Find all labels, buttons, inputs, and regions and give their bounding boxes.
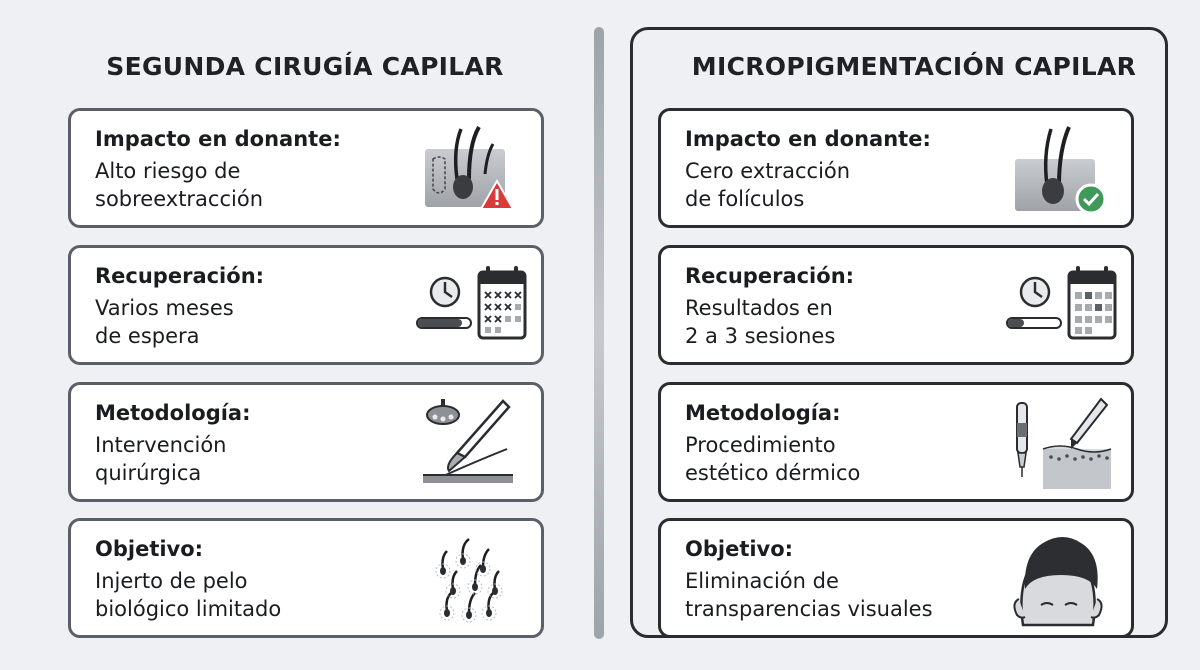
card-label: Objetivo: xyxy=(685,537,794,561)
card-value: Intervención quirúrgica xyxy=(95,433,227,485)
card-value: Varios meses de espera xyxy=(95,296,234,348)
card-label: Metodología: xyxy=(95,401,251,425)
surgery-methodology-card xyxy=(68,382,544,502)
card-label: Objetivo: xyxy=(95,537,204,561)
card-value: Procedimiento estético dérmico xyxy=(685,433,861,485)
surgery-recovery-card xyxy=(68,245,544,365)
clock-calendar-short-icon xyxy=(953,256,1123,356)
scalpel-surgical-lamp-icon xyxy=(413,393,523,493)
card-label: Recuperación: xyxy=(95,264,265,288)
micro-donor-impact-card xyxy=(658,108,1134,228)
card-value: Alto riesgo de sobreextracción xyxy=(95,159,264,211)
card-value: Cero extracción de folículos xyxy=(685,159,851,211)
micropigmentation-column-title: MICROPIGMENTACIÓN CAPILAR xyxy=(691,52,1137,81)
micro-objective-card xyxy=(658,518,1134,638)
card-label: Recuperación: xyxy=(685,264,855,288)
shaved-head-icon xyxy=(1003,529,1113,629)
hair-follicle-warning-icon xyxy=(413,119,523,219)
card-value: Injerto de pelo biológico limitado xyxy=(95,569,282,621)
clock-calendar-long-icon xyxy=(363,256,533,356)
micro-methodology-card xyxy=(658,382,1134,502)
surgery-column-title: SEGUNDA CIRUGÍA CAPILAR xyxy=(106,52,504,81)
surgery-donor-impact-card xyxy=(68,108,544,228)
card-label: Metodología: xyxy=(685,401,841,425)
micro-recovery-card xyxy=(658,245,1134,365)
card-value: Resultados en 2 a 3 sesiones xyxy=(685,296,836,348)
surgery-objective-card xyxy=(68,518,544,638)
column-divider xyxy=(594,27,604,639)
hair-follicle-check-icon xyxy=(1003,119,1113,219)
micropigmentation-pen-icon xyxy=(1003,393,1113,493)
hair-grafts-icon xyxy=(413,529,523,629)
card-label: Impacto en donante: xyxy=(685,127,931,151)
card-value: Eliminación de transparencias visuales xyxy=(685,569,933,621)
card-label: Impacto en donante: xyxy=(95,127,341,151)
